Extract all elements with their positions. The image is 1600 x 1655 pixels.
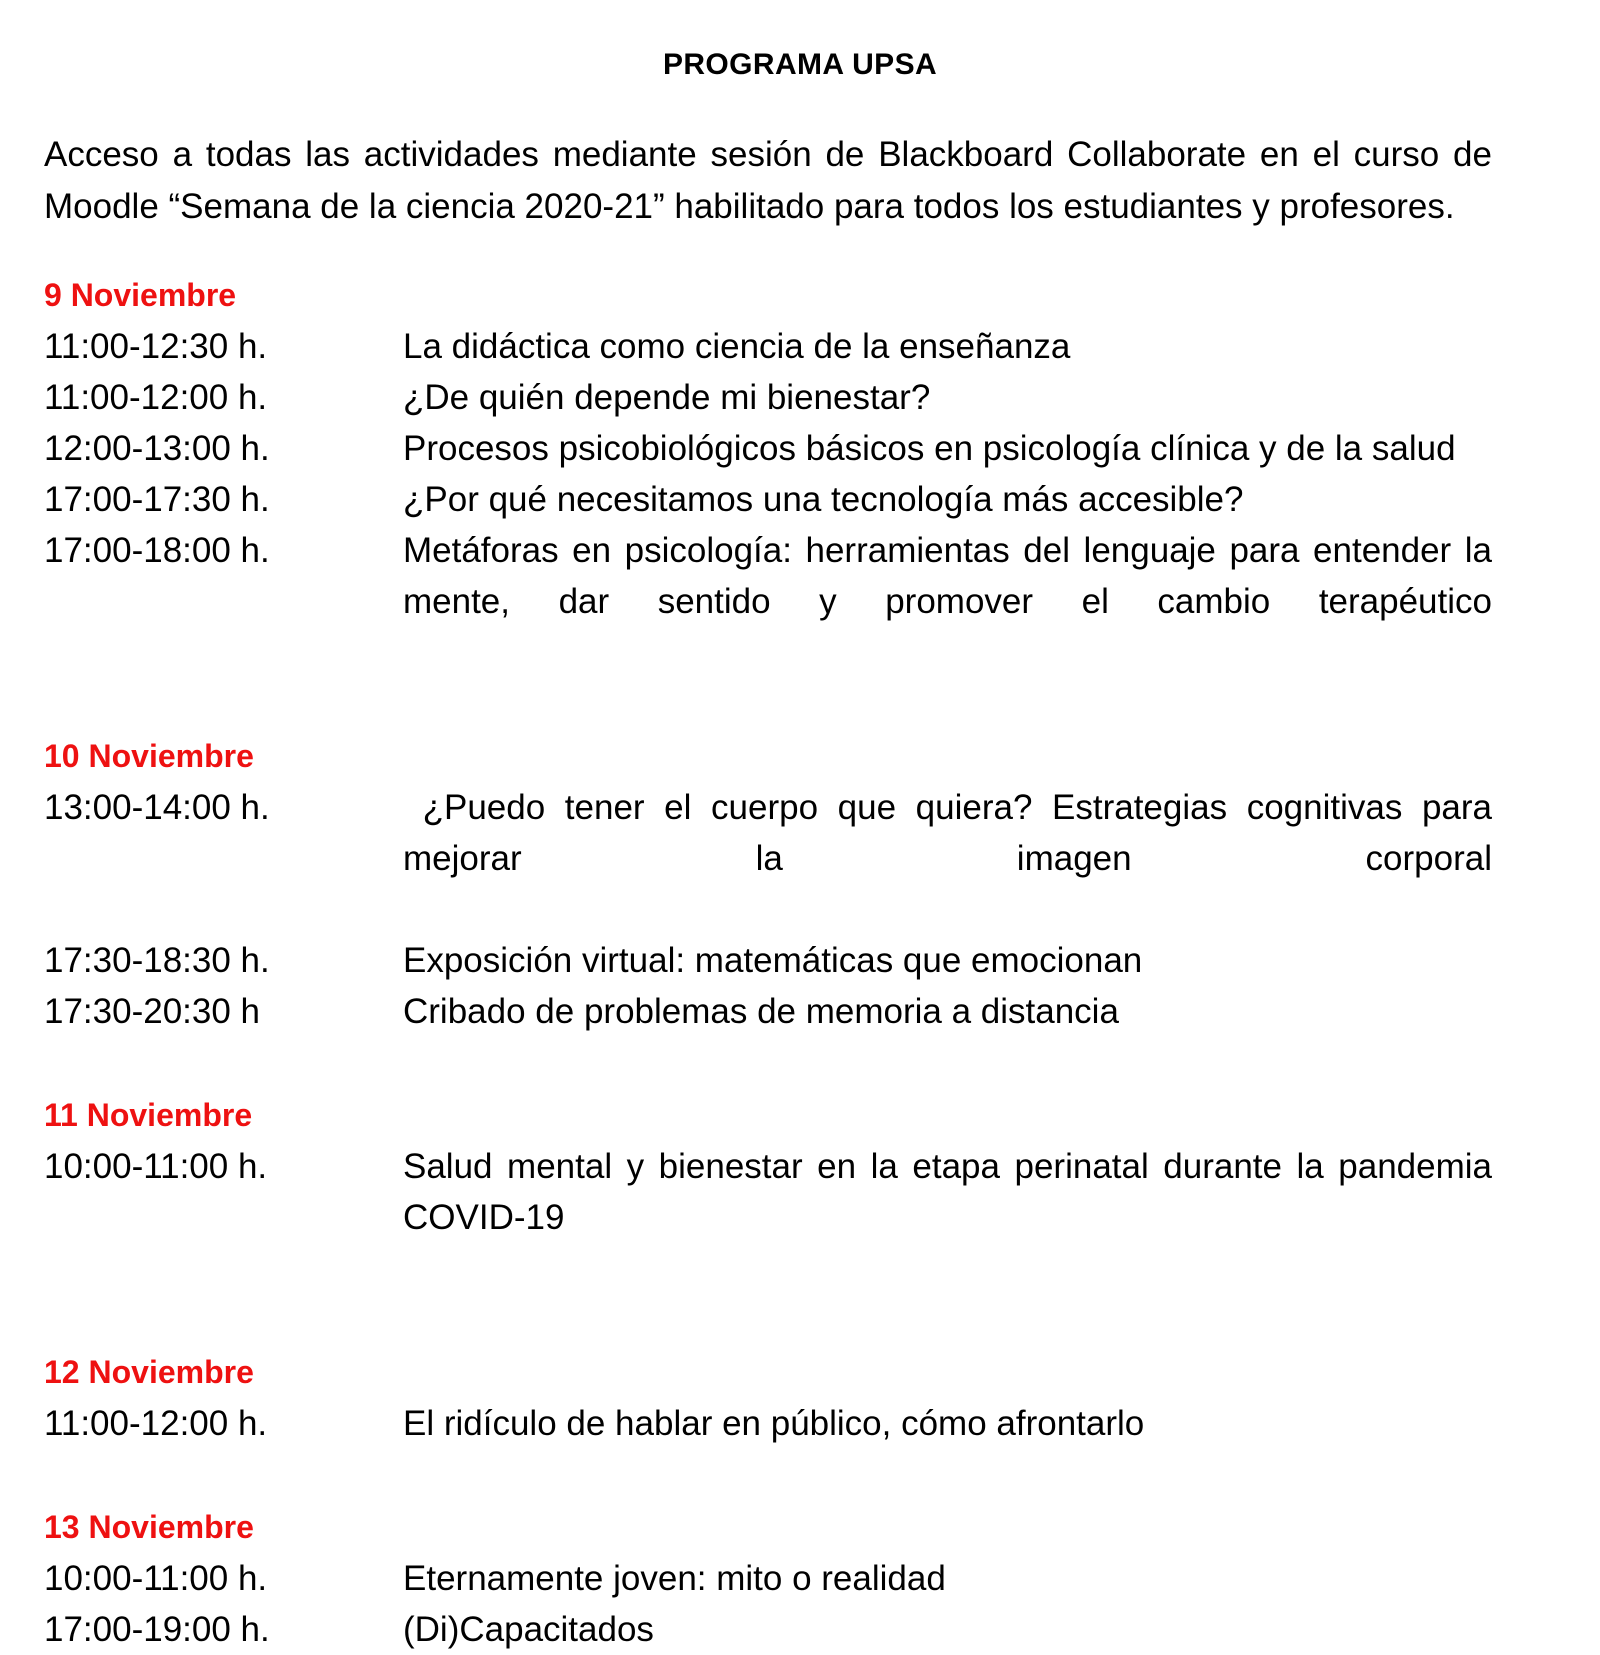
entry-title: El ridículo de hablar en público, cómo afrontarlo xyxy=(403,1403,1145,1443)
entry-title: ¿Por qué necesitamos una tecnología más accesible? xyxy=(403,479,1244,519)
schedule-entry xyxy=(44,525,1502,678)
entry-time: 12:00-13:00 h. xyxy=(44,428,270,468)
entry-time: 17:00-19:00 h. xyxy=(44,1609,270,1649)
entry-title: La didáctica como ciencia de la enseñanza xyxy=(403,326,1071,366)
day-heading: 11 Noviembre xyxy=(44,1096,253,1133)
entry-time: 11:00-12:00 h. xyxy=(44,1403,268,1443)
schedule-entry xyxy=(44,1141,1502,1294)
entry-time: 17:30-20:30 h xyxy=(44,991,261,1031)
schedule-entry xyxy=(44,1553,1492,1604)
entry-time: 13:00-14:00 h. xyxy=(44,787,270,827)
entry-title: Metáforas en psicología: herramientas del lenguaje para entender la mente, dar sentido y promover el cambio terapéutico xyxy=(403,530,1502,621)
day-heading: 12 Noviembre xyxy=(44,1353,254,1390)
entry-time: 11:00-12:30 h. xyxy=(44,326,268,366)
intro-paragraph: Acceso a todas las actividades mediante sesión de Blackboard Collaborate en el curso de Moodle “Semana de la ciencia 2020-21” habilitado para todos los estudiantes y profesores. xyxy=(44,134,1492,226)
day-section-11-noviembre xyxy=(44,1095,1502,1294)
entry-title: (Di)Capacitados xyxy=(403,1609,654,1649)
schedule-entry xyxy=(44,321,1492,372)
day-heading: 13 Noviembre xyxy=(44,1508,254,1545)
schedule-entry xyxy=(44,1604,1492,1655)
day-section-10-noviembre xyxy=(44,736,1502,1037)
entry-title: Cribado de problemas de memoria a distancia xyxy=(403,991,1119,1031)
schedule-entry xyxy=(44,372,1492,423)
entry-time: 17:30-18:30 h. xyxy=(44,940,270,980)
schedule-entry xyxy=(44,474,1492,525)
entry-title: Salud mental y bienestar en la etapa perinatal durante la pandemia COVID-19 xyxy=(403,1146,1502,1237)
entry-time: 11:00-12:00 h. xyxy=(44,377,268,417)
entry-title: ¿De quién depende mi bienestar? xyxy=(403,377,931,417)
entry-title: Exposición virtual: matemáticas que emocionan xyxy=(403,940,1143,980)
entry-title: Eternamente joven: mito o realidad xyxy=(403,1558,946,1598)
day-heading: 9 Noviembre xyxy=(44,276,237,313)
day-section-9-noviembre xyxy=(44,275,1502,678)
day-heading: 10 Noviembre xyxy=(44,737,254,774)
schedule-entry xyxy=(44,986,1492,1037)
entry-time: 17:00-17:30 h. xyxy=(44,479,270,519)
page-title: PROGRAMA UPSA xyxy=(662,48,938,81)
entry-title: ¿Puedo tener el cuerpo que quiera? Estrategias cognitivas para mejorar la imagen corporal xyxy=(403,787,1502,878)
schedule-entry xyxy=(44,423,1492,474)
entry-time: 10:00-11:00 h. xyxy=(44,1558,268,1598)
day-section-12-noviembre xyxy=(44,1352,1490,1449)
entry-time: 10:00-11:00 h. xyxy=(44,1146,268,1186)
entry-time: 17:00-18:00 h. xyxy=(44,530,270,570)
schedule-entry xyxy=(44,935,1492,986)
schedule-entry xyxy=(44,782,1502,935)
entry-title: Procesos psicobiológicos básicos en psicología clínica y de la salud xyxy=(403,428,1456,468)
schedule-entry xyxy=(44,1398,1492,1449)
